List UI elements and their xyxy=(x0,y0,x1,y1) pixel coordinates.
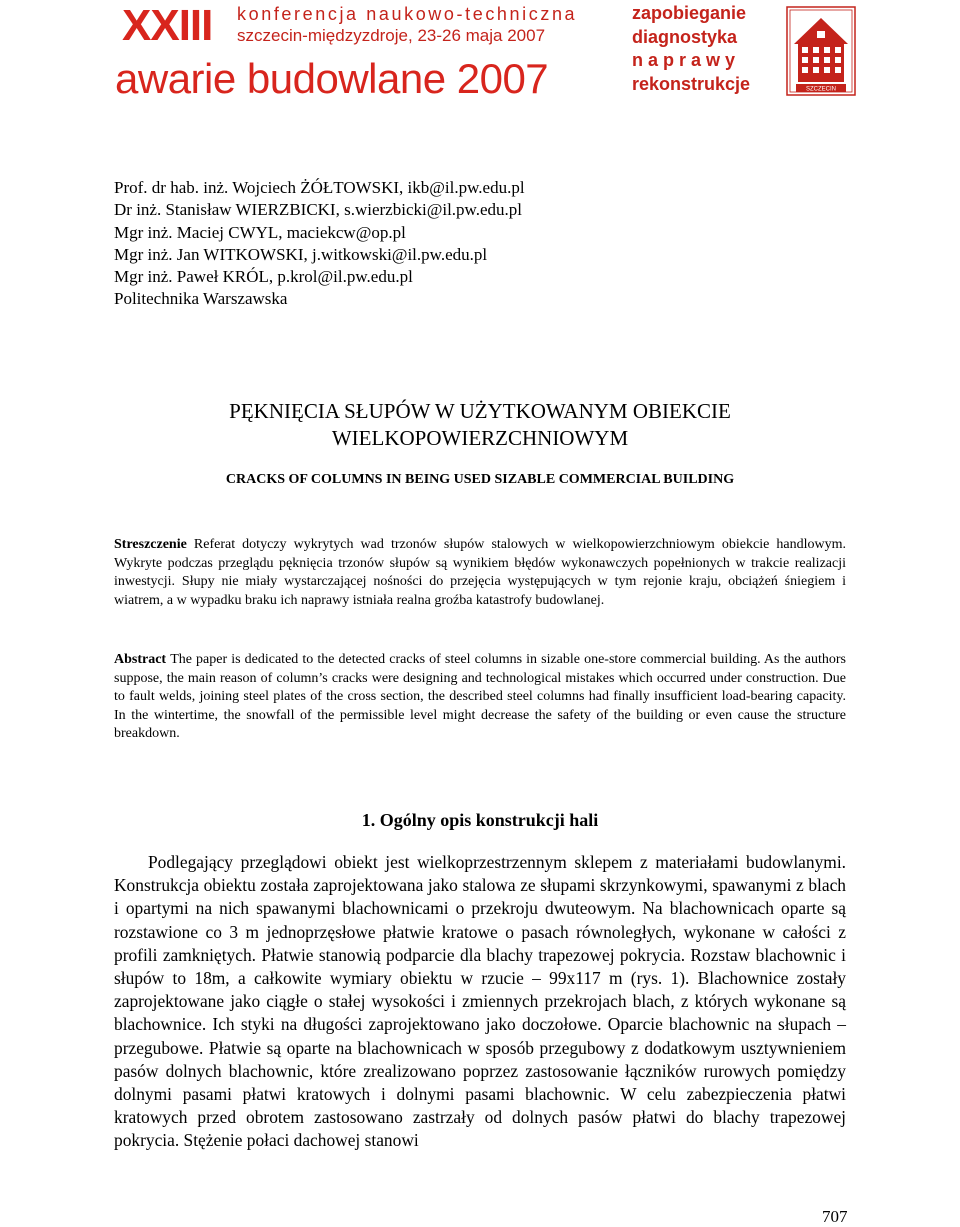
paper-title-polish xyxy=(0,398,960,452)
body-paragraph: Podlegający przeglądowi obiekt jest wielkoprzestrzennym sklepem z materiałami budowlanymi. Konstrukcja obiektu została zaprojektowana jako stalowa ze słupami skrzynkowymi, spawanymi z blach i opartymi na nich spawanymi blachownicami o przekroju dwuteowym. Na blachownicach oparte są rozstawione co 3 m jednoprzęsłowe płatwie kratowe o pasach równoległych, wykonane w całości z profili zamkniętych. Płatwie stanowią podparcie dla blachy trapezowej pokrycia. Rozstaw blachownic i słupów to 18m, a całkowite wymiary obiektu w rzucie – 99x117 m (rys. 1). Blachownice zostały zaprojektowane jako ciągłe o stałej wysokości i zmiennych przekrojach blach, z których wykonane są blachownice. Ich styki na długości zaprojektowano jako doczołowe. Oparcie blachownic na słupach – przegubowe. Płatwie są oparte na blachownicach w sposób przegubowy z dodatkowym usztywnieniem pasów dolnych blachownic, które zrealizowano poprzez zastosowanie łączników rurowych pomiędzy dolnymi pasami płatwi kratowych i dolnymi pasami blachownic. W celu zabezpieczenia płatwi kratowych przed obrotem zastosowano zastrzały od dolnych pasów płatwi do blachy trapezowej pokrycia. Stężenie połaci dachowej stanowi xyxy=(114,852,846,1151)
topic-diagnostics: diagnostyka xyxy=(632,26,738,47)
szczecin-logo-icon xyxy=(786,6,856,96)
author-line: Prof. dr hab. inż. Wojciech ŻÓŁTOWSKI, ikb@il.pw.edu.pl xyxy=(114,178,525,197)
author-line: Mgr inż. Paweł KRÓL, p.krol@il.pw.edu.pl xyxy=(114,267,413,287)
affiliation: Politechnika Warszawska xyxy=(114,289,288,309)
topic-repairs: naprawy xyxy=(632,50,741,70)
page-number: 707 xyxy=(822,1207,848,1226)
paper-title-english: CRACKS OF COLUMNS IN BEING USED SIZABLE COMMERCIAL BUILDING xyxy=(225,472,735,487)
abstract-polish xyxy=(114,536,846,610)
author-list xyxy=(114,177,525,311)
topic-reconstruction: rekonstrukcje xyxy=(632,73,751,94)
conference-header xyxy=(0,0,960,118)
conference-number: XXIII xyxy=(122,1,213,50)
section-heading: 1. Ogólny opis konstrukcji hali xyxy=(361,810,599,830)
paper-title-line: WIELKOPOWIERZCHNIOWYM xyxy=(331,426,629,450)
topic-prevention: zapobieganie xyxy=(632,3,747,23)
event-title: awarie budowlane 2007 xyxy=(115,55,549,102)
abstract-english-text: The paper is dedicated to the detected cracks of steel columns in sizable one-store commercial building. As the authors suppose, the main reason of column’s cracks were designing and technological mistakes which occurred under construction. Due to fault welds, joining steel plates of the cross section, the described steel columns had finally insufficient load-bearing capacity. In the wintertime, the snowfall of the permissible level might decrease the safety of the building or even cause the structure breakdown. xyxy=(114,652,846,742)
conference-place-date: szczecin-międzyzdroje, 23-26 maja 2007 xyxy=(237,26,546,45)
abstract-polish-label: Streszczenie xyxy=(114,537,194,552)
author-line: Mgr inż. Maciej CWYL, maciekcw@op.pl xyxy=(114,222,406,242)
author-line: Mgr inż. Jan WITKOWSKI, j.witkowski@il.pw.edu.pl xyxy=(114,244,488,264)
abstract-polish-text: Referat dotyczy wykrytych wad trzonów słupów stalowych w wielkopowierzchniowym obiekcie handlowym. Wykryte podczas przeglądu pęknięcia trzonów słupów są wynikiem błędów wykonawczych popełnionych w trakcie realizacji inwestycji. Słupy nie miały wystarczającej nośności do przejęcia występujących w tym rejonie kraju, obciążeń śniegiem i wiatrem, a w wypadku braku ich naprawy istniała realna groźba katastrofy budowlanej. xyxy=(114,537,846,608)
abstract-english-label: Abstract xyxy=(114,652,171,667)
conference-name: konferencja naukowo-techniczna xyxy=(237,4,578,24)
conference-topics xyxy=(632,2,750,96)
abstract-english xyxy=(114,651,846,744)
section-body xyxy=(114,851,846,1153)
author-line: Dr inż. Stanisław WIERZBICKI, s.wierzbicki@il.pw.edu.pl xyxy=(114,200,522,220)
logo-text: SZCZECIN xyxy=(806,86,836,93)
paper-title-line: PĘKNIĘCIA SŁUPÓW W UŻYTKOWANYM OBIEKCIE xyxy=(229,399,731,423)
